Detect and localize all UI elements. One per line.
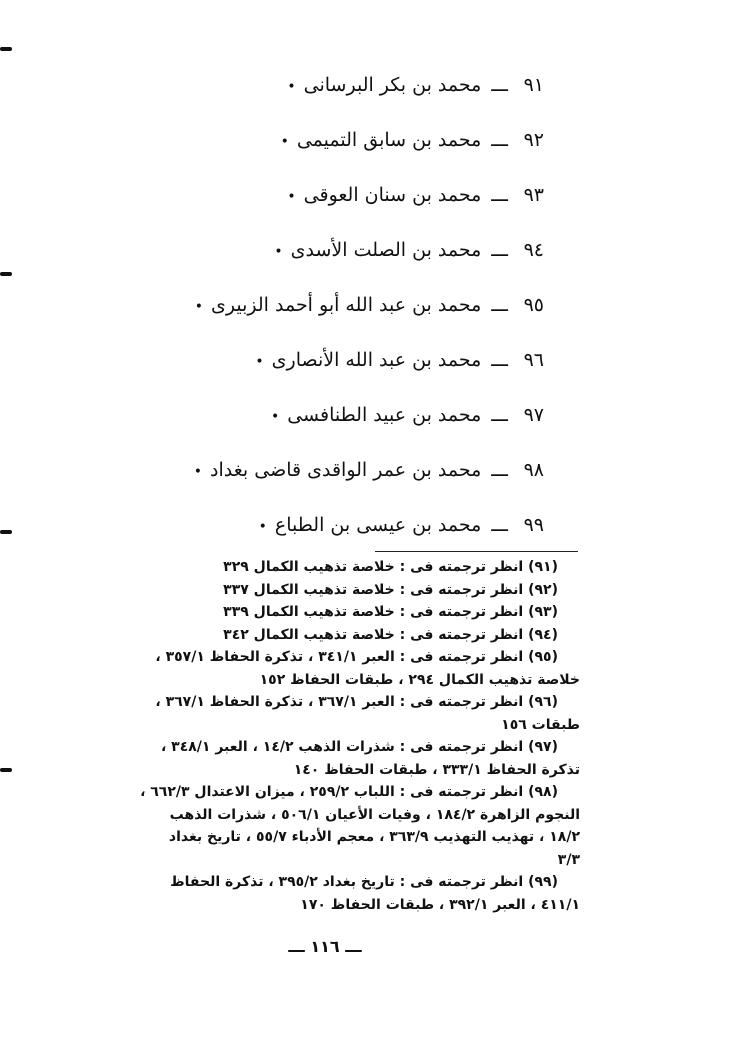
entry-name: محمد بن الصلت الأسدى [290,239,482,261]
entry-dash: ـــ [491,404,508,426]
entry-96 [164,343,544,377]
entry-dash: ـــ [491,129,508,151]
entry-94 [164,233,544,267]
footnote-line: (٩٤) انظر ترجمته فى : خلاصة تذهيب الكمال ٣٤٢ [223,626,558,643]
entry-dash: ـــ [491,294,508,316]
footnote-line: خلاصة تذهيب الكمال ٢٩٤ ، طبقات الحفاظ ١٥٢ [259,671,580,688]
entry-name: محمد بن عيسى بن الطباع [274,514,482,536]
entry-dash: ـــ [491,459,508,481]
footnote-line: (٩٩) انظر ترجمته فى : تاريخ بغداد ٣٩٥/٢ ، تذكرة الحفاظ [170,874,558,890]
entry-dash: ـــ [491,514,508,536]
footnote-line: (٩٥) انظر ترجمته فى : العبر ٣٤١/١ ، تذكرة الحفاظ ٣٥٧/١ ، [155,649,558,665]
entry-name: محمد بن عبد الله أبو أحمد الزبيرى [211,294,482,316]
entry-marker: • [255,354,264,370]
footnote-separator [375,551,578,552]
entry-number: ٩١ [523,74,544,96]
entry-marker: • [270,409,280,425]
footnote-line: طبقات ١٥٦ [501,716,580,733]
entry-name: محمد بن عمر الواقدى قاضى بغداد [210,459,482,481]
footnote-line: ٤١١/١ ، العبر ٣٩٢/١ ، طبقات الحفاظ ١٧٠ [300,896,580,913]
entry-name: محمد بن بكر البرسانى [303,74,482,96]
scan-edge-mark [0,47,12,51]
entry-dash: ـــ [491,239,508,261]
entry-name: محمد بن سابق التميمى [296,129,482,151]
entry-dash: ـــ [491,74,508,96]
entry-marker: • [280,134,289,150]
entry-dash: ـــ [491,349,508,371]
footnote-line: تذكرة الحفاظ ٣٣٣/١ ، طبقات الحفاظ ١٤٠ [293,761,580,778]
entry-91 [164,68,544,102]
entry-marker: • [258,519,267,535]
entry-number: ٩٩ [523,514,544,536]
entry-98 [164,453,544,487]
footnote-line: النجوم الزاهرة ١٨٤/٢ ، وفيات الأعيان ٥٠٦/١ ، شذرات الذهب [169,806,580,823]
scan-edge-mark [0,768,12,772]
entry-marker: • [194,299,204,315]
footnote-line: (٩٣) انظر ترجمته فى : خلاصة تذهيب الكمال ٣٣٩ [223,604,558,620]
entry-number: ٩٨ [523,459,544,481]
entry-number: ٩٤ [523,239,544,261]
entry-number: ٩٥ [523,294,544,316]
page-number: ـــ ١١٦ ـــ [288,937,362,956]
entry-marker: • [287,79,296,95]
entry-number: ٩٣ [523,184,544,206]
footnote-line: ٣/٣ [557,851,580,868]
entry-93 [164,178,544,212]
footnote-line: (٩٨) انظر ترجمته فى : اللباب ٢٥٩/٢ ، ميزان الاعتدال ٦٦٢/٣ ، [140,784,558,800]
footnote-line: (٩١) انظر ترجمته فى : خلاصة تذهيب الكمال ٣٢٩ [223,559,558,575]
entry-99 [164,508,544,542]
footnote-line: (٩٦) انظر ترجمته فى : العبر ٣٦٧/١ ، تذكرة الحفاظ ٣٦٧/١ ، [155,694,558,710]
entry-marker: • [287,189,296,205]
entry-name: محمد بن سنان العوقى [303,184,482,206]
entry-95 [164,288,544,322]
entry-number: ٩٢ [523,129,544,151]
entry-number: ٩٧ [523,404,544,426]
entry-92 [164,123,544,157]
entry-marker: • [193,464,203,480]
entry-dash: ـــ [491,184,508,206]
footnote-line: ١٨/٢ ، تهذيب التهذيب ٣٦٣/٩ ، معجم الأدباء ٥٥/٧ ، تاريخ بغداد [168,829,580,845]
entry-number: ٩٦ [523,349,544,371]
entry-marker: • [274,244,283,260]
footnote-line: (٩٢) انظر ترجمته فى : خلاصة تذهيب الكمال ٣٣٧ [223,581,558,598]
entry-97 [164,398,544,432]
footnotes [60,556,580,916]
entry-name: محمد بن عبد الله الأنصارى [271,349,482,371]
footnote-line: (٩٧) انظر ترجمته فى : شذرات الذهب ١٤/٢ ، العبر ٣٤٨/١ ، [160,739,558,755]
scan-edge-mark [0,530,12,534]
scan-edge-mark [0,272,12,276]
entry-name: محمد بن عبيد الطنافسى [287,404,482,426]
